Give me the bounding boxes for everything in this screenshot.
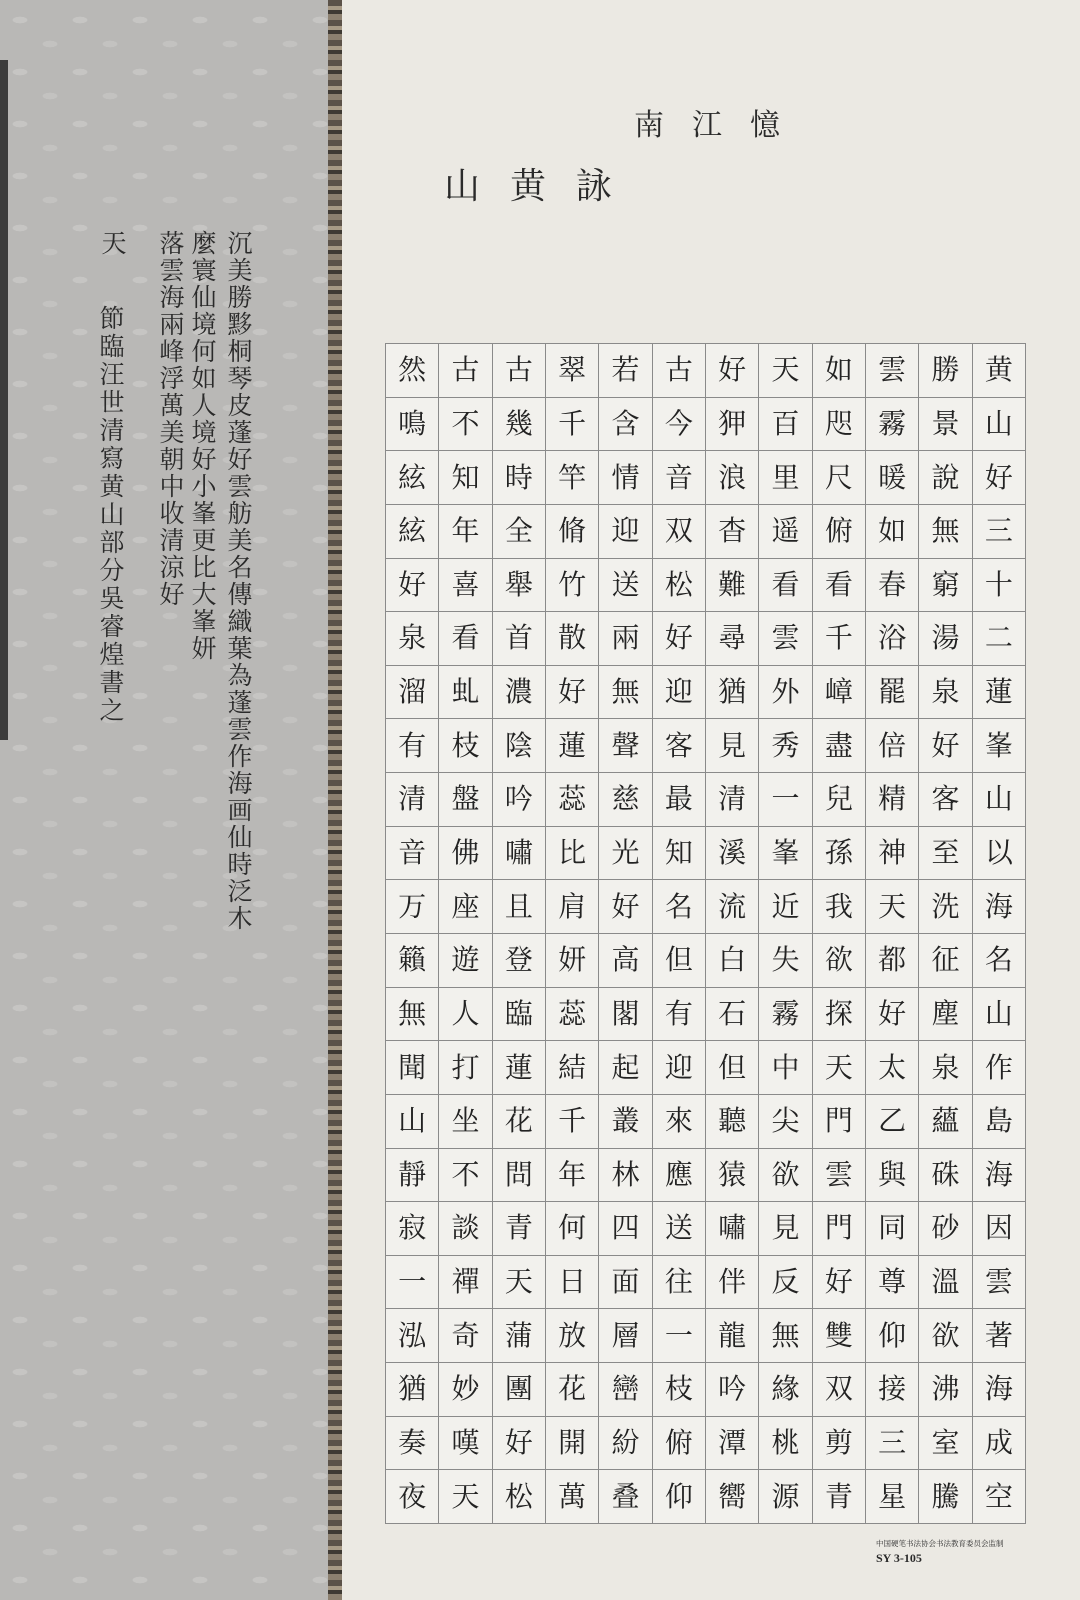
grid-cell: 好 (599, 880, 652, 934)
footer-organization: 中国硬笔书法协会书法教育委员会监制 (876, 1539, 1004, 1548)
grid-cell: 含 (599, 398, 652, 452)
grid-cell: 海 (973, 880, 1026, 934)
grid-cell: 硃 (919, 1149, 972, 1203)
grid-cell: 首 (493, 612, 546, 666)
grid-cell: 光 (599, 827, 652, 881)
grid-cell: 絃 (386, 505, 439, 559)
grid-cell: 客 (919, 773, 972, 827)
grid-cell: 罷 (866, 666, 919, 720)
grid-cell: 散 (546, 612, 599, 666)
grid-cell: 知 (439, 451, 492, 505)
left-poem-column-4: 沉美勝黟桐琴皮蓬好雲舫美名傳織葉為蓬雲作海画仙時泛木 (224, 230, 253, 932)
grid-cell: 蓮 (546, 719, 599, 773)
grid-cell: 天 (493, 1256, 546, 1310)
grid-cell: 肩 (546, 880, 599, 934)
grid-cell: 幾 (493, 398, 546, 452)
grid-cell: 剪 (813, 1417, 866, 1471)
grid-cell: 探 (813, 988, 866, 1042)
grid-cell: 峯 (759, 827, 812, 881)
grid-cell: 嘯 (493, 827, 546, 881)
grid-cell: 天 (866, 880, 919, 934)
grid-cell: 景 (919, 398, 972, 452)
grid-cell: 嘆 (439, 1417, 492, 1471)
grid-cell: 面 (599, 1256, 652, 1310)
grid-cell: 猿 (706, 1149, 759, 1203)
grid-cell: 天 (439, 1470, 492, 1524)
grid-cell: 聲 (599, 719, 652, 773)
grid-cell: 俯 (653, 1417, 706, 1471)
grid-cell: 星 (866, 1470, 919, 1524)
grid-cell: 泉 (919, 666, 972, 720)
grid-cell: 泉 (919, 1041, 972, 1095)
grid-cell: 比 (546, 827, 599, 881)
grid-cell: 嚮 (706, 1470, 759, 1524)
grid-cell: 放 (546, 1309, 599, 1363)
grid-cell: 時 (493, 451, 546, 505)
grid-cell: 應 (653, 1149, 706, 1203)
grid-cell: 成 (973, 1417, 1026, 1471)
grid-cell: 好 (866, 988, 919, 1042)
grid-cell: 座 (439, 880, 492, 934)
grid-cell: 盤 (439, 773, 492, 827)
grid-cell: 虬 (439, 666, 492, 720)
grid-cell: 吟 (493, 773, 546, 827)
grid-cell: 看 (759, 559, 812, 613)
grid-cell: 雲 (973, 1256, 1026, 1310)
grid-cell: 好 (813, 1256, 866, 1310)
grid-cell: 禪 (439, 1256, 492, 1310)
grid-cell: 猶 (386, 1363, 439, 1417)
grid-cell: 杳 (706, 505, 759, 559)
grid-cell: 兩 (599, 612, 652, 666)
grid-cell: 尊 (866, 1256, 919, 1310)
grid-cell: 緣 (759, 1363, 812, 1417)
grid-cell: 峯 (973, 719, 1026, 773)
grid-cell: 起 (599, 1041, 652, 1095)
grid-cell: 聽 (706, 1095, 759, 1149)
grid-cell: 日 (546, 1256, 599, 1310)
paper-footer (876, 1538, 1004, 1566)
grid-cell: 聞 (386, 1041, 439, 1095)
grid-cell: 桃 (759, 1417, 812, 1471)
grid-cell: 最 (653, 773, 706, 827)
grid-cell: 閣 (599, 988, 652, 1042)
grid-cell: 雲 (866, 344, 919, 398)
grid-cell: 無 (919, 505, 972, 559)
grid-cell: 石 (706, 988, 759, 1042)
grid-cell: 無 (599, 666, 652, 720)
grid-cell: 猶 (706, 666, 759, 720)
grid-cell: 尖 (759, 1095, 812, 1149)
grid-cell: 蓮 (493, 1041, 546, 1095)
grid-cell: 蘊 (919, 1095, 972, 1149)
grid-cell: 倍 (866, 719, 919, 773)
grid-cell: 俯 (813, 505, 866, 559)
grid-cell: 音 (653, 451, 706, 505)
grid-cell: 慈 (599, 773, 652, 827)
grid-cell: 流 (706, 880, 759, 934)
grid-cell: 有 (653, 988, 706, 1042)
grid-cell: 層 (599, 1309, 652, 1363)
grid-cell: 狎 (706, 398, 759, 452)
grid-cell: 山 (386, 1095, 439, 1149)
grid-cell: 尋 (706, 612, 759, 666)
grid-cell: 好 (973, 451, 1026, 505)
left-poem-column-3: 麼寰仙境何如人境好小峯更比大峯妍 (188, 230, 217, 662)
grid-cell: 萬 (546, 1470, 599, 1524)
grid-cell: 外 (759, 666, 812, 720)
grid-cell: 然 (386, 344, 439, 398)
grid-cell: 人 (439, 988, 492, 1042)
brocade-border (328, 0, 342, 1600)
grid-cell: 如 (813, 344, 866, 398)
grid-cell: 尺 (813, 451, 866, 505)
grid-cell: 紛 (599, 1417, 652, 1471)
grid-cell: 竹 (546, 559, 599, 613)
grid-cell: 脩 (546, 505, 599, 559)
grid-cell: 陰 (493, 719, 546, 773)
grid-cell: 暖 (866, 451, 919, 505)
grid-cell: 見 (706, 719, 759, 773)
grid-cell: 名 (973, 934, 1026, 988)
grid-cell: 若 (599, 344, 652, 398)
grid-cell: 情 (599, 451, 652, 505)
grid-cell: 今 (653, 398, 706, 452)
grid-cell: 盡 (813, 719, 866, 773)
grid-cell: 吟 (706, 1363, 759, 1417)
grid-cell: 迎 (653, 666, 706, 720)
grid-cell: 泉 (386, 612, 439, 666)
grid-cell: 天 (813, 1041, 866, 1095)
grid-cell: 全 (493, 505, 546, 559)
grid-cell: 室 (919, 1417, 972, 1471)
grid-cell: 四 (599, 1202, 652, 1256)
grid-cell: 兒 (813, 773, 866, 827)
grid-cell: 來 (653, 1095, 706, 1149)
grid-cell: 嘯 (706, 1202, 759, 1256)
grid-cell: 作 (973, 1041, 1026, 1095)
grid-cell: 結 (546, 1041, 599, 1095)
grid-cell: 舉 (493, 559, 546, 613)
grid-cell: 雲 (813, 1149, 866, 1203)
grid-cell: 溪 (706, 827, 759, 881)
grid-cell: 好 (653, 612, 706, 666)
grid-cell: 問 (493, 1149, 546, 1203)
grid-cell: 好 (386, 559, 439, 613)
grid-cell: 知 (653, 827, 706, 881)
grid-cell: 洗 (919, 880, 972, 934)
grid-cell: 清 (386, 773, 439, 827)
grid-cell: 千 (546, 398, 599, 452)
grid-cell: 送 (599, 559, 652, 613)
grid-cell: 松 (493, 1470, 546, 1524)
grid-cell: 征 (919, 934, 972, 988)
grid-cell: 蕊 (546, 988, 599, 1042)
grid-cell: 不 (439, 1149, 492, 1203)
grid-cell: 伴 (706, 1256, 759, 1310)
grid-cell: 雲 (759, 612, 812, 666)
grid-cell: 霧 (866, 398, 919, 452)
grid-cell: 以 (973, 827, 1026, 881)
left-poem-panel (0, 0, 328, 1600)
grid-cell: 叢 (599, 1095, 652, 1149)
grid-cell: 登 (493, 934, 546, 988)
grid-cell: 欲 (759, 1149, 812, 1203)
grid-cell: 迎 (599, 505, 652, 559)
grid-cell: 因 (973, 1202, 1026, 1256)
left-dark-edge (0, 60, 8, 740)
grid-cell: 一 (386, 1256, 439, 1310)
grid-cell: 欲 (813, 934, 866, 988)
grid-cell: 送 (653, 1202, 706, 1256)
grid-cell: 松 (653, 559, 706, 613)
grid-cell: 欲 (919, 1309, 972, 1363)
grid-cell: 翠 (546, 344, 599, 398)
grid-cell: 窮 (919, 559, 972, 613)
grid-cell: 蒲 (493, 1309, 546, 1363)
grid-cell: 万 (386, 880, 439, 934)
grid-cell: 失 (759, 934, 812, 988)
grid-cell: 三 (866, 1417, 919, 1471)
grid-cell: 妍 (546, 934, 599, 988)
grid-cell: 空 (973, 1470, 1026, 1524)
grid-cell: 仰 (653, 1470, 706, 1524)
footer-code: SY 3-105 (876, 1551, 922, 1565)
grid-cell: 雙 (813, 1309, 866, 1363)
grid-cell: 潭 (706, 1417, 759, 1471)
grid-cell: 妙 (439, 1363, 492, 1417)
grid-cell: 如 (866, 505, 919, 559)
grid-cell: 清 (706, 773, 759, 827)
grid-cell: 打 (439, 1041, 492, 1095)
poem-title: 南江憶 (634, 108, 808, 143)
grid-cell: 年 (439, 505, 492, 559)
grid-cell: 竿 (546, 451, 599, 505)
grid-cell: 千 (546, 1095, 599, 1149)
grid-cell: 夜 (386, 1470, 439, 1524)
grid-cell: 青 (813, 1470, 866, 1524)
grid-cell: 且 (493, 880, 546, 934)
grid-cell: 不 (439, 398, 492, 452)
grid-cell: 騰 (919, 1470, 972, 1524)
grid-cell: 談 (439, 1202, 492, 1256)
grid-cell: 寂 (386, 1202, 439, 1256)
grid-cell: 巒 (599, 1363, 652, 1417)
grid-cell: 海 (973, 1363, 1026, 1417)
grid-cell: 有 (386, 719, 439, 773)
grid-cell: 二 (973, 612, 1026, 666)
grid-cell: 叠 (599, 1470, 652, 1524)
grid-cell: 勝 (919, 344, 972, 398)
grid-cell: 花 (546, 1363, 599, 1417)
grid-cell: 但 (706, 1041, 759, 1095)
grid-cell: 團 (493, 1363, 546, 1417)
grid-cell: 名 (653, 880, 706, 934)
grid-cell: 說 (919, 451, 972, 505)
grid-cell: 好 (546, 666, 599, 720)
grid-cell: 無 (759, 1309, 812, 1363)
grid-cell: 枝 (439, 719, 492, 773)
grid-cell: 佛 (439, 827, 492, 881)
grid-cell: 山 (973, 773, 1026, 827)
grid-cell: 但 (653, 934, 706, 988)
grid-cell: 無 (386, 988, 439, 1042)
grid-cell: 遊 (439, 934, 492, 988)
grid-cell: 溫 (919, 1256, 972, 1310)
grid-cell: 同 (866, 1202, 919, 1256)
grid-cell: 奏 (386, 1417, 439, 1471)
grid-cell: 好 (919, 719, 972, 773)
grid-cell: 千 (813, 612, 866, 666)
grid-cell: 接 (866, 1363, 919, 1417)
grid-cell: 近 (759, 880, 812, 934)
grid-cell: 精 (866, 773, 919, 827)
left-poem-column-1: 天 (98, 230, 127, 257)
grid-cell: 乙 (866, 1095, 919, 1149)
grid-cell: 百 (759, 398, 812, 452)
grid-cell: 迎 (653, 1041, 706, 1095)
grid-cell: 海 (973, 1149, 1026, 1203)
grid-cell: 源 (759, 1470, 812, 1524)
grid-cell: 一 (759, 773, 812, 827)
grid-cell: 往 (653, 1256, 706, 1310)
grid-cell: 籟 (386, 934, 439, 988)
grid-cell: 見 (759, 1202, 812, 1256)
grid-cell: 溜 (386, 666, 439, 720)
grid-cell: 双 (813, 1363, 866, 1417)
grid-cell: 高 (599, 934, 652, 988)
grid-cell: 天 (759, 344, 812, 398)
grid-cell: 神 (866, 827, 919, 881)
grid-cell: 白 (706, 934, 759, 988)
grid-cell: 著 (973, 1309, 1026, 1363)
grid-cell: 我 (813, 880, 866, 934)
grid-cell: 看 (813, 559, 866, 613)
grid-cell: 秀 (759, 719, 812, 773)
grid-cell: 砂 (919, 1202, 972, 1256)
grid-cell: 喜 (439, 559, 492, 613)
grid-cell: 沸 (919, 1363, 972, 1417)
grid-cell: 浴 (866, 612, 919, 666)
grid-cell: 好 (493, 1417, 546, 1471)
grid-cell: 十 (973, 559, 1026, 613)
grid-cell: 絃 (386, 451, 439, 505)
grid-cell: 遥 (759, 505, 812, 559)
grid-cell: 與 (866, 1149, 919, 1203)
grid-cell: 里 (759, 451, 812, 505)
grid-cell: 太 (866, 1041, 919, 1095)
grid-cell: 客 (653, 719, 706, 773)
grid-cell: 好 (706, 344, 759, 398)
grid-cell: 春 (866, 559, 919, 613)
left-poem-column-2: 落雲海兩峰浮萬美朝中收清涼好 (156, 230, 185, 608)
grid-cell: 音 (386, 827, 439, 881)
grid-cell: 双 (653, 505, 706, 559)
grid-cell: 古 (493, 344, 546, 398)
grid-cell: 黄 (973, 344, 1026, 398)
grid-cell: 濃 (493, 666, 546, 720)
grid-cell: 龍 (706, 1309, 759, 1363)
calligraphy-grid (385, 343, 1026, 1524)
grid-cell: 臨 (493, 988, 546, 1042)
grid-cell: 枝 (653, 1363, 706, 1417)
signature-column: 節臨汪世清寫黄山部分吳睿煌書之 (96, 305, 125, 725)
grid-cell: 山 (973, 398, 1026, 452)
grid-cell: 山 (973, 988, 1026, 1042)
grid-cell: 青 (493, 1202, 546, 1256)
grid-cell: 坐 (439, 1095, 492, 1149)
grid-cell: 難 (706, 559, 759, 613)
grid-cell: 仰 (866, 1309, 919, 1363)
grid-cell: 門 (813, 1095, 866, 1149)
grid-cell: 何 (546, 1202, 599, 1256)
grid-cell: 嶂 (813, 666, 866, 720)
grid-cell: 古 (439, 344, 492, 398)
poem-subtitle: 山黄詠 (444, 166, 643, 207)
grid-cell: 古 (653, 344, 706, 398)
grid-cell: 三 (973, 505, 1026, 559)
grid-cell: 浪 (706, 451, 759, 505)
grid-cell: 靜 (386, 1149, 439, 1203)
grid-cell: 都 (866, 934, 919, 988)
grid-cell: 年 (546, 1149, 599, 1203)
grid-cell: 蓮 (973, 666, 1026, 720)
grid-cell: 看 (439, 612, 492, 666)
grid-cell: 開 (546, 1417, 599, 1471)
grid-cell: 至 (919, 827, 972, 881)
grid-cell: 泓 (386, 1309, 439, 1363)
grid-cell: 霧 (759, 988, 812, 1042)
grid-cell: 奇 (439, 1309, 492, 1363)
grid-cell: 花 (493, 1095, 546, 1149)
grid-cell: 湯 (919, 612, 972, 666)
grid-cell: 中 (759, 1041, 812, 1095)
grid-cell: 島 (973, 1095, 1026, 1149)
grid-cell: 孫 (813, 827, 866, 881)
grid-cell: 鳴 (386, 398, 439, 452)
grid-cell: 咫 (813, 398, 866, 452)
grid-cell: 一 (653, 1309, 706, 1363)
grid-cell: 蕊 (546, 773, 599, 827)
grid-cell: 反 (759, 1256, 812, 1310)
grid-cell: 門 (813, 1202, 866, 1256)
grid-cell: 林 (599, 1149, 652, 1203)
grid-cell: 塵 (919, 988, 972, 1042)
